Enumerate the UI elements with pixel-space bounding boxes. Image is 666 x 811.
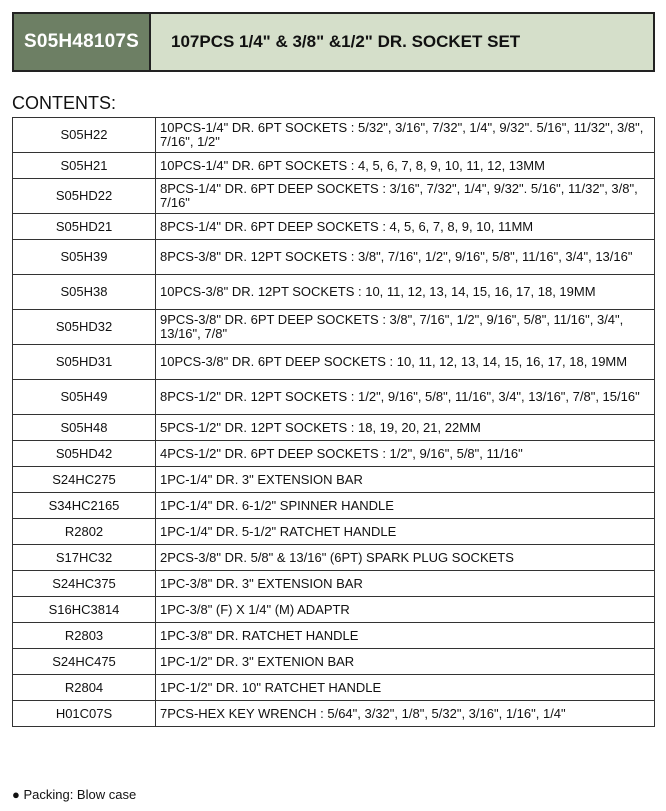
item-code: S05H22 [13, 118, 156, 153]
header [12, 12, 655, 72]
item-code: S05HD31 [13, 345, 156, 380]
table-row [13, 493, 655, 519]
item-code: R2804 [13, 675, 156, 701]
item-description: 1PC-1/4" DR. 5-1/2" RATCHET HANDLE [156, 519, 655, 545]
item-code: S05HD22 [13, 179, 156, 214]
item-description: 1PC-3/8" DR. RATCHET HANDLE [156, 623, 655, 649]
item-code: S34HC2165 [13, 493, 156, 519]
item-description: 10PCS-1/4" DR. 6PT SOCKETS : 4, 5, 6, 7, 8, 9, 10, 11, 12, 13MM [156, 153, 655, 179]
item-code: S05HD42 [13, 441, 156, 467]
table-row [13, 179, 655, 214]
item-description: 8PCS-1/4" DR. 6PT DEEP SOCKETS : 4, 5, 6, 7, 8, 9, 10, 11MM [156, 214, 655, 240]
item-code: R2802 [13, 519, 156, 545]
set-code: S05H48107S [14, 14, 151, 70]
table-row [13, 545, 655, 571]
item-code: S05H48 [13, 415, 156, 441]
table-row [13, 415, 655, 441]
table-row [13, 441, 655, 467]
table-row [13, 675, 655, 701]
table-row [13, 571, 655, 597]
table-row [13, 240, 655, 275]
item-description: 1PC-3/8" DR. 3" EXTENSION BAR [156, 571, 655, 597]
item-description: 10PCS-1/4" DR. 6PT SOCKETS : 5/32", 3/16", 7/32", 1/4", 9/32". 5/16", 11/32", 3/8", 7/16", 1/2" [156, 118, 655, 153]
table-row [13, 118, 655, 153]
item-description: 1PC-3/8" (F) X 1/4" (M) ADAPTR [156, 597, 655, 623]
table-row [13, 649, 655, 675]
contents-label: CONTENTS: [12, 93, 117, 113]
item-code: S17HC32 [13, 545, 156, 571]
item-code: S05H49 [13, 380, 156, 415]
item-description: 1PC-1/2" DR. 3" EXTENION BAR [156, 649, 655, 675]
contents-table [12, 117, 655, 727]
item-description: 1PC-1/4" DR. 3" EXTENSION BAR [156, 467, 655, 493]
packing-note: ● Packing: Blow case [12, 787, 137, 802]
item-description: 5PCS-1/2" DR. 12PT SOCKETS : 18, 19, 20, 21, 22MM [156, 415, 655, 441]
item-code: S05HD21 [13, 214, 156, 240]
item-description: 7PCS-HEX KEY WRENCH : 5/64", 3/32", 1/8", 5/32", 3/16", 1/16", 1/4" [156, 701, 655, 727]
item-description: 2PCS-3/8" DR. 5/8" & 13/16" (6PT) SPARK PLUG SOCKETS [156, 545, 655, 571]
item-code: S05H21 [13, 153, 156, 179]
set-title: 107PCS 1/4" & 3/8" &1/2" DR. SOCKET SET [151, 14, 653, 70]
table-row [13, 380, 655, 415]
item-description: 1PC-1/2" DR. 10" RATCHET HANDLE [156, 675, 655, 701]
item-code: S05HD32 [13, 310, 156, 345]
table-row [13, 214, 655, 240]
item-description: 1PC-1/4" DR. 6-1/2" SPINNER HANDLE [156, 493, 655, 519]
item-code: S05H39 [13, 240, 156, 275]
item-description: 10PCS-3/8" DR. 12PT SOCKETS : 10, 11, 12, 13, 14, 15, 16, 17, 18, 19MM [156, 275, 655, 310]
table-row [13, 345, 655, 380]
item-description: 8PCS-3/8" DR. 12PT SOCKETS : 3/8", 7/16", 1/2", 9/16", 5/8", 11/16", 3/4", 13/16" [156, 240, 655, 275]
item-code: S16HC3814 [13, 597, 156, 623]
item-description: 8PCS-1/4" DR. 6PT DEEP SOCKETS : 3/16", 7/32", 1/4", 9/32". 5/16", 11/32", 3/8", 7/16" [156, 179, 655, 214]
item-description: 8PCS-1/2" DR. 12PT SOCKETS : 1/2", 9/16", 5/8", 11/16", 3/4", 13/16", 7/8", 15/16" [156, 380, 655, 415]
table-row [13, 275, 655, 310]
item-description: 4PCS-1/2" DR. 6PT DEEP SOCKETS : 1/2", 9/16", 5/8", 11/16" [156, 441, 655, 467]
item-description: 10PCS-3/8" DR. 6PT DEEP SOCKETS : 10, 11, 12, 13, 14, 15, 16, 17, 18, 19MM [156, 345, 655, 380]
table-row [13, 701, 655, 727]
item-code: H01C07S [13, 701, 156, 727]
item-code: S05H38 [13, 275, 156, 310]
table-row [13, 623, 655, 649]
table-row [13, 153, 655, 179]
table-row [13, 467, 655, 493]
item-code: R2803 [13, 623, 156, 649]
table-row [13, 597, 655, 623]
item-code: S24HC375 [13, 571, 156, 597]
item-code: S24HC275 [13, 467, 156, 493]
item-description: 9PCS-3/8" DR. 6PT DEEP SOCKETS : 3/8", 7/16", 1/2", 9/16", 5/8", 11/16", 3/4", 13/16", 7/8" [156, 310, 655, 345]
item-code: S24HC475 [13, 649, 156, 675]
table-row [13, 310, 655, 345]
table-row [13, 519, 655, 545]
